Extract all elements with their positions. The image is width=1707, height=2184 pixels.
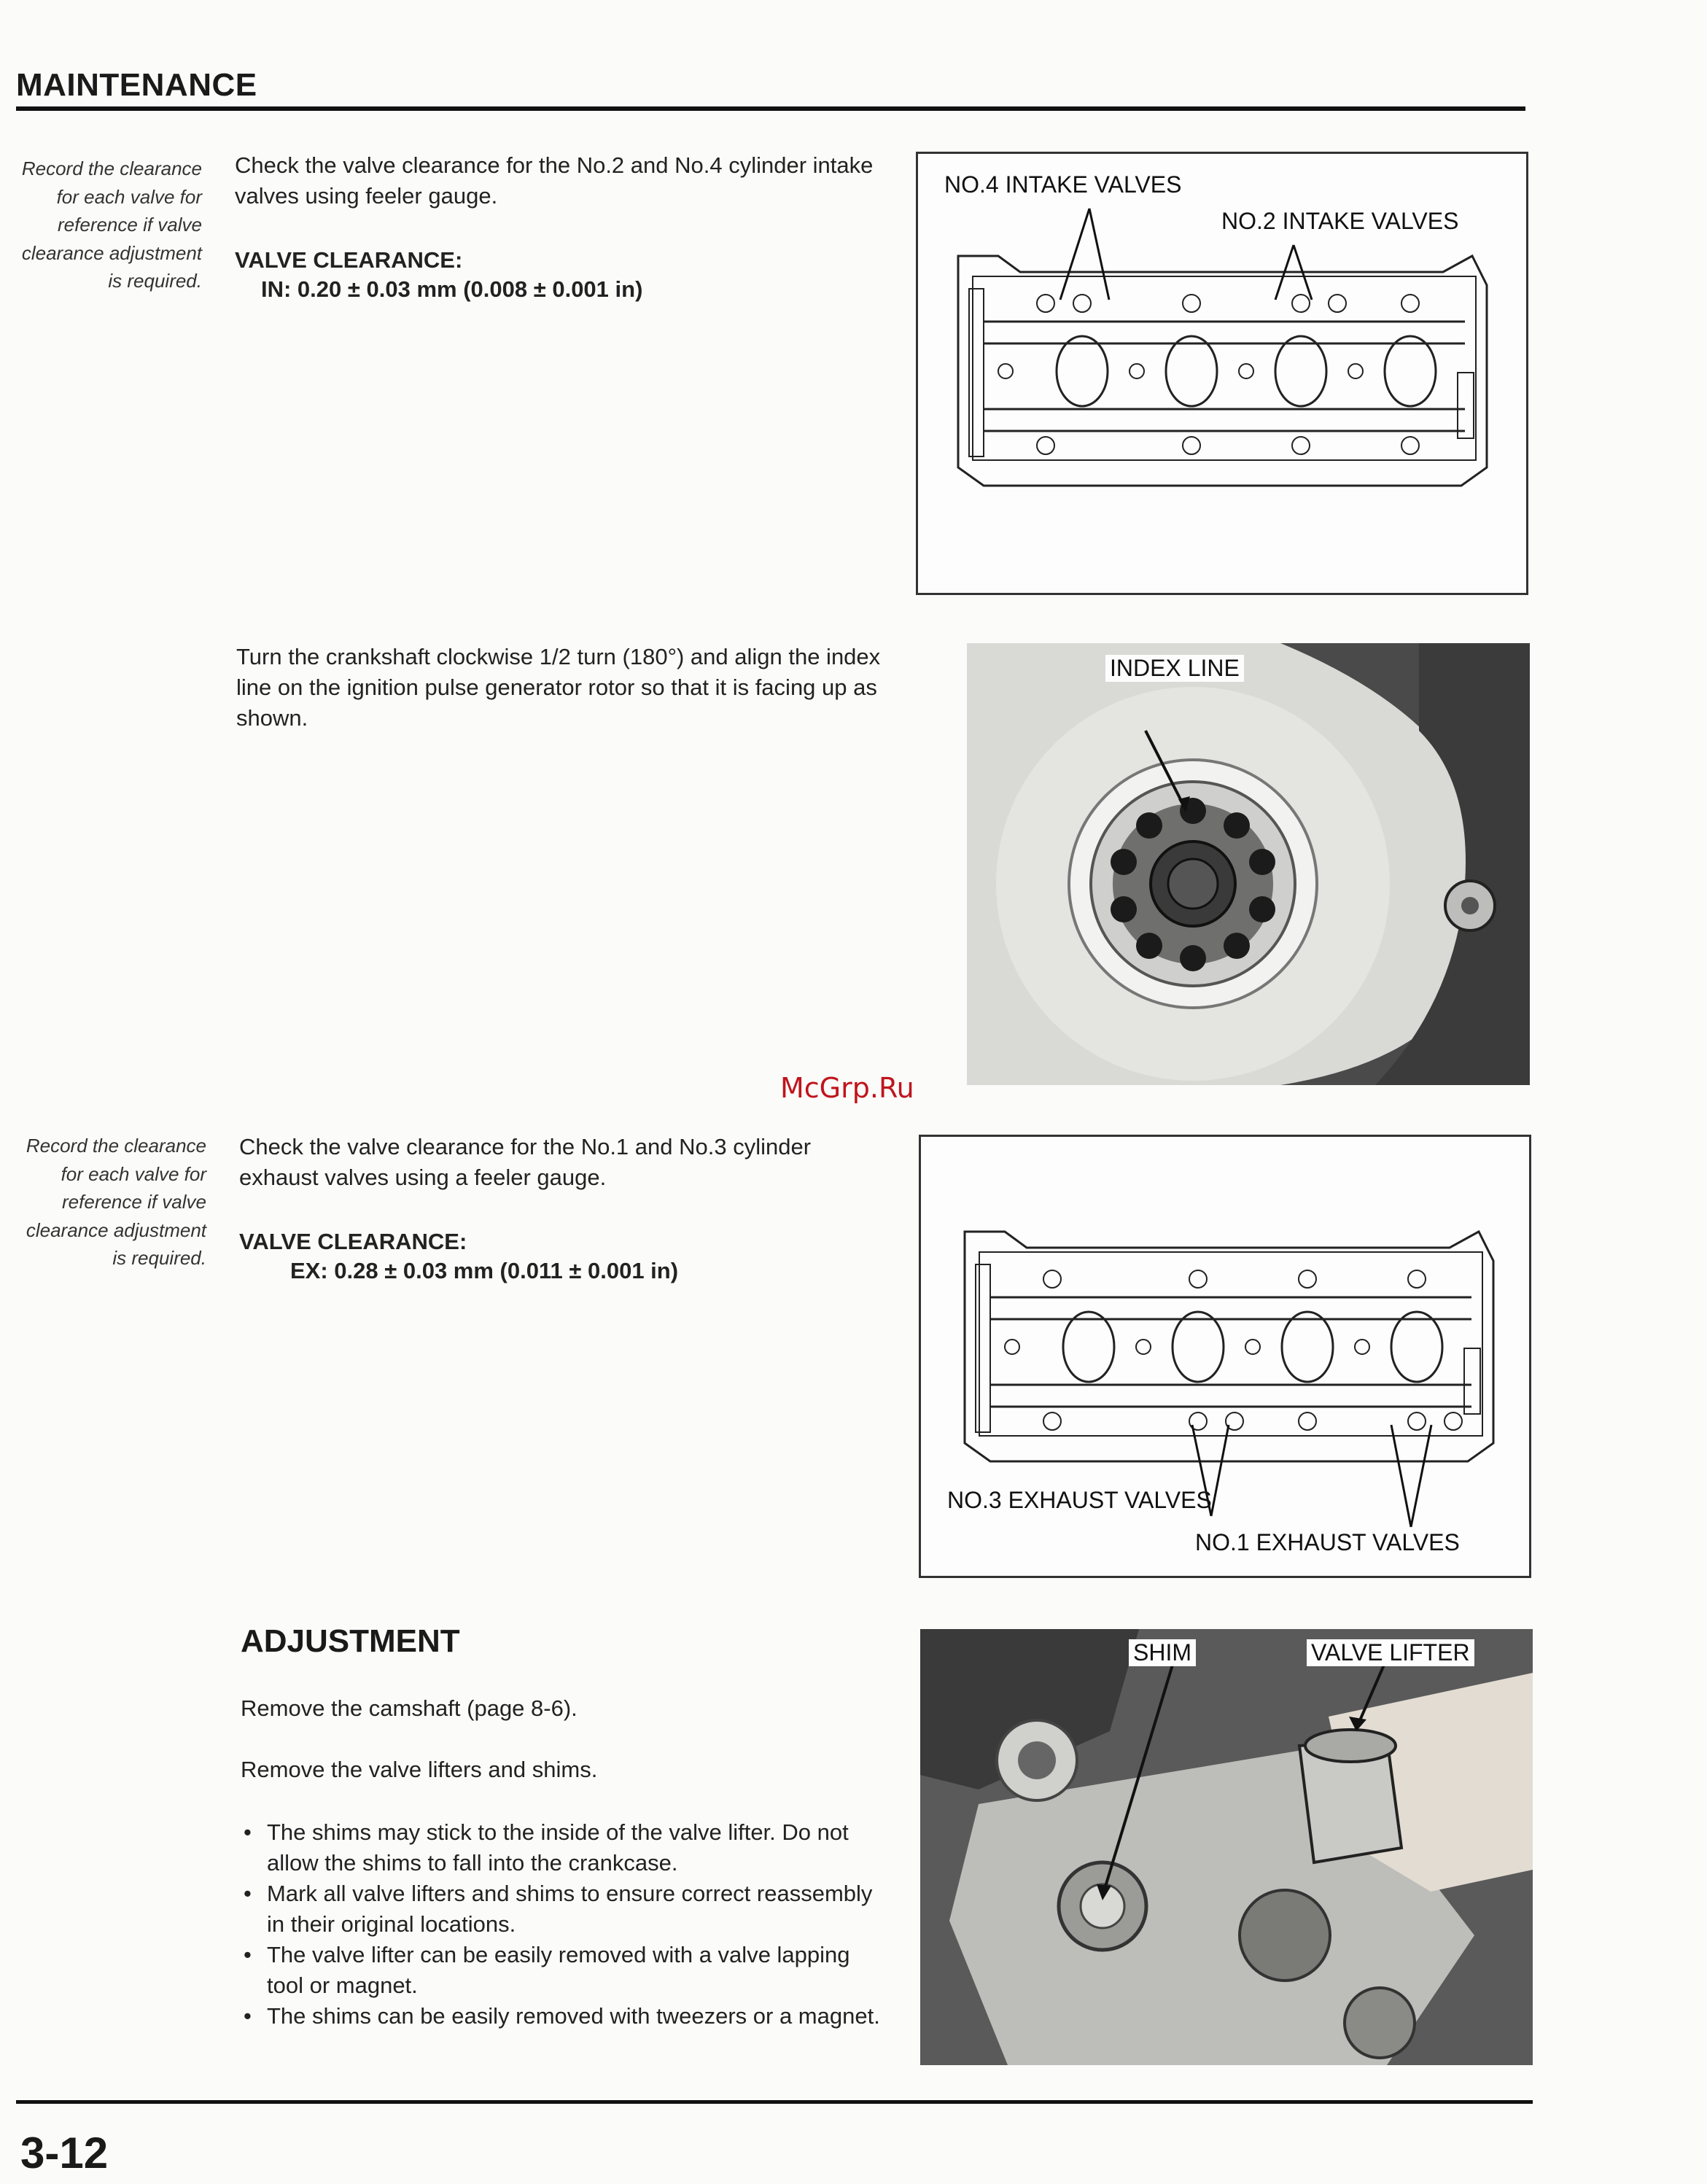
adjustment-step-1: Remove the camshaft (page 8-6).	[241, 1695, 578, 1721]
label-no2-intake-valves: NO.2 INTAKE VALVES	[1221, 208, 1459, 234]
label-index-line: INDEX LINE	[1105, 655, 1244, 682]
intake-instruction: Check the valve clearance for the No.2 and No.4 cylinder intake valves using feeler gauge.	[235, 152, 874, 209]
intake-valves-figure	[916, 152, 1528, 595]
label-no4-intake-valves: NO.4 INTAKE VALVES	[944, 171, 1182, 198]
adjustment-note: • The valve lifter can be easily removed with a valve lapping tool or magnet.	[241, 1940, 890, 2001]
footer-rule	[16, 2100, 1533, 2104]
adjustment-note: • The shims can be easily removed with tweezers or a magnet.	[241, 2001, 890, 2032]
exhaust-spec-heading: VALVE CLEARANCE:	[239, 1229, 467, 1254]
exhaust-spec-value: EX: 0.28 ± 0.03 mm (0.011 ± 0.001 in)	[290, 1258, 679, 1283]
adjustment-notes	[241, 1817, 890, 2032]
adjustment-step-2: Remove the valve lifters and shims.	[241, 1757, 598, 1782]
intake-spec-heading: VALVE CLEARANCE:	[235, 247, 463, 273]
header-rule	[16, 106, 1525, 111]
exhaust-valves-figure	[919, 1135, 1531, 1578]
adjustment-heading: ADJUSTMENT	[241, 1623, 460, 1659]
label-no3-exhaust-valves: NO.3 EXHAUST VALVES	[947, 1487, 1212, 1513]
watermark: McGrp.Ru	[780, 1072, 914, 1104]
intake-spec-value: IN: 0.20 ± 0.03 mm (0.008 ± 0.001 in)	[261, 276, 643, 302]
shim-lifter-illustration	[920, 1629, 1533, 2065]
side-note-1: Record the clearance for each valve for reference if valve clearance adjustment is required.	[21, 158, 202, 292]
pulse-generator-photo	[967, 643, 1530, 1085]
page-number: 3-12	[20, 2129, 109, 2177]
adjustment-note: • Mark all valve lifters and shims to ensure correct reassembly in their original locations.	[241, 1878, 890, 1940]
label-shim: SHIM	[1129, 1639, 1196, 1666]
label-no1-exhaust-valves: NO.1 EXHAUST VALVES	[1195, 1529, 1460, 1555]
exhaust-instruction: Check the valve clearance for the No.1 and No.3 cylinder exhaust valves using a feeler gauge.	[239, 1134, 812, 1190]
shim-lifter-photo	[920, 1629, 1533, 2065]
side-note-2: Record the clearance for each valve for reference if valve clearance adjustment is required.	[26, 1135, 206, 1269]
rotor-illustration	[967, 643, 1530, 1085]
section-title: MAINTENANCE	[16, 67, 257, 103]
label-valve-lifter: VALVE LIFTER	[1307, 1639, 1474, 1666]
adjustment-note: • The shims may stick to the inside of the valve lifter. Do not allow the shims to fall into the crankcase.	[241, 1817, 890, 1878]
crankshaft-instruction: Turn the crankshaft clockwise 1/2 turn (180°) and align the index line on the ignition pulse generator rotor so that it is facing up as shown.	[236, 644, 881, 731]
